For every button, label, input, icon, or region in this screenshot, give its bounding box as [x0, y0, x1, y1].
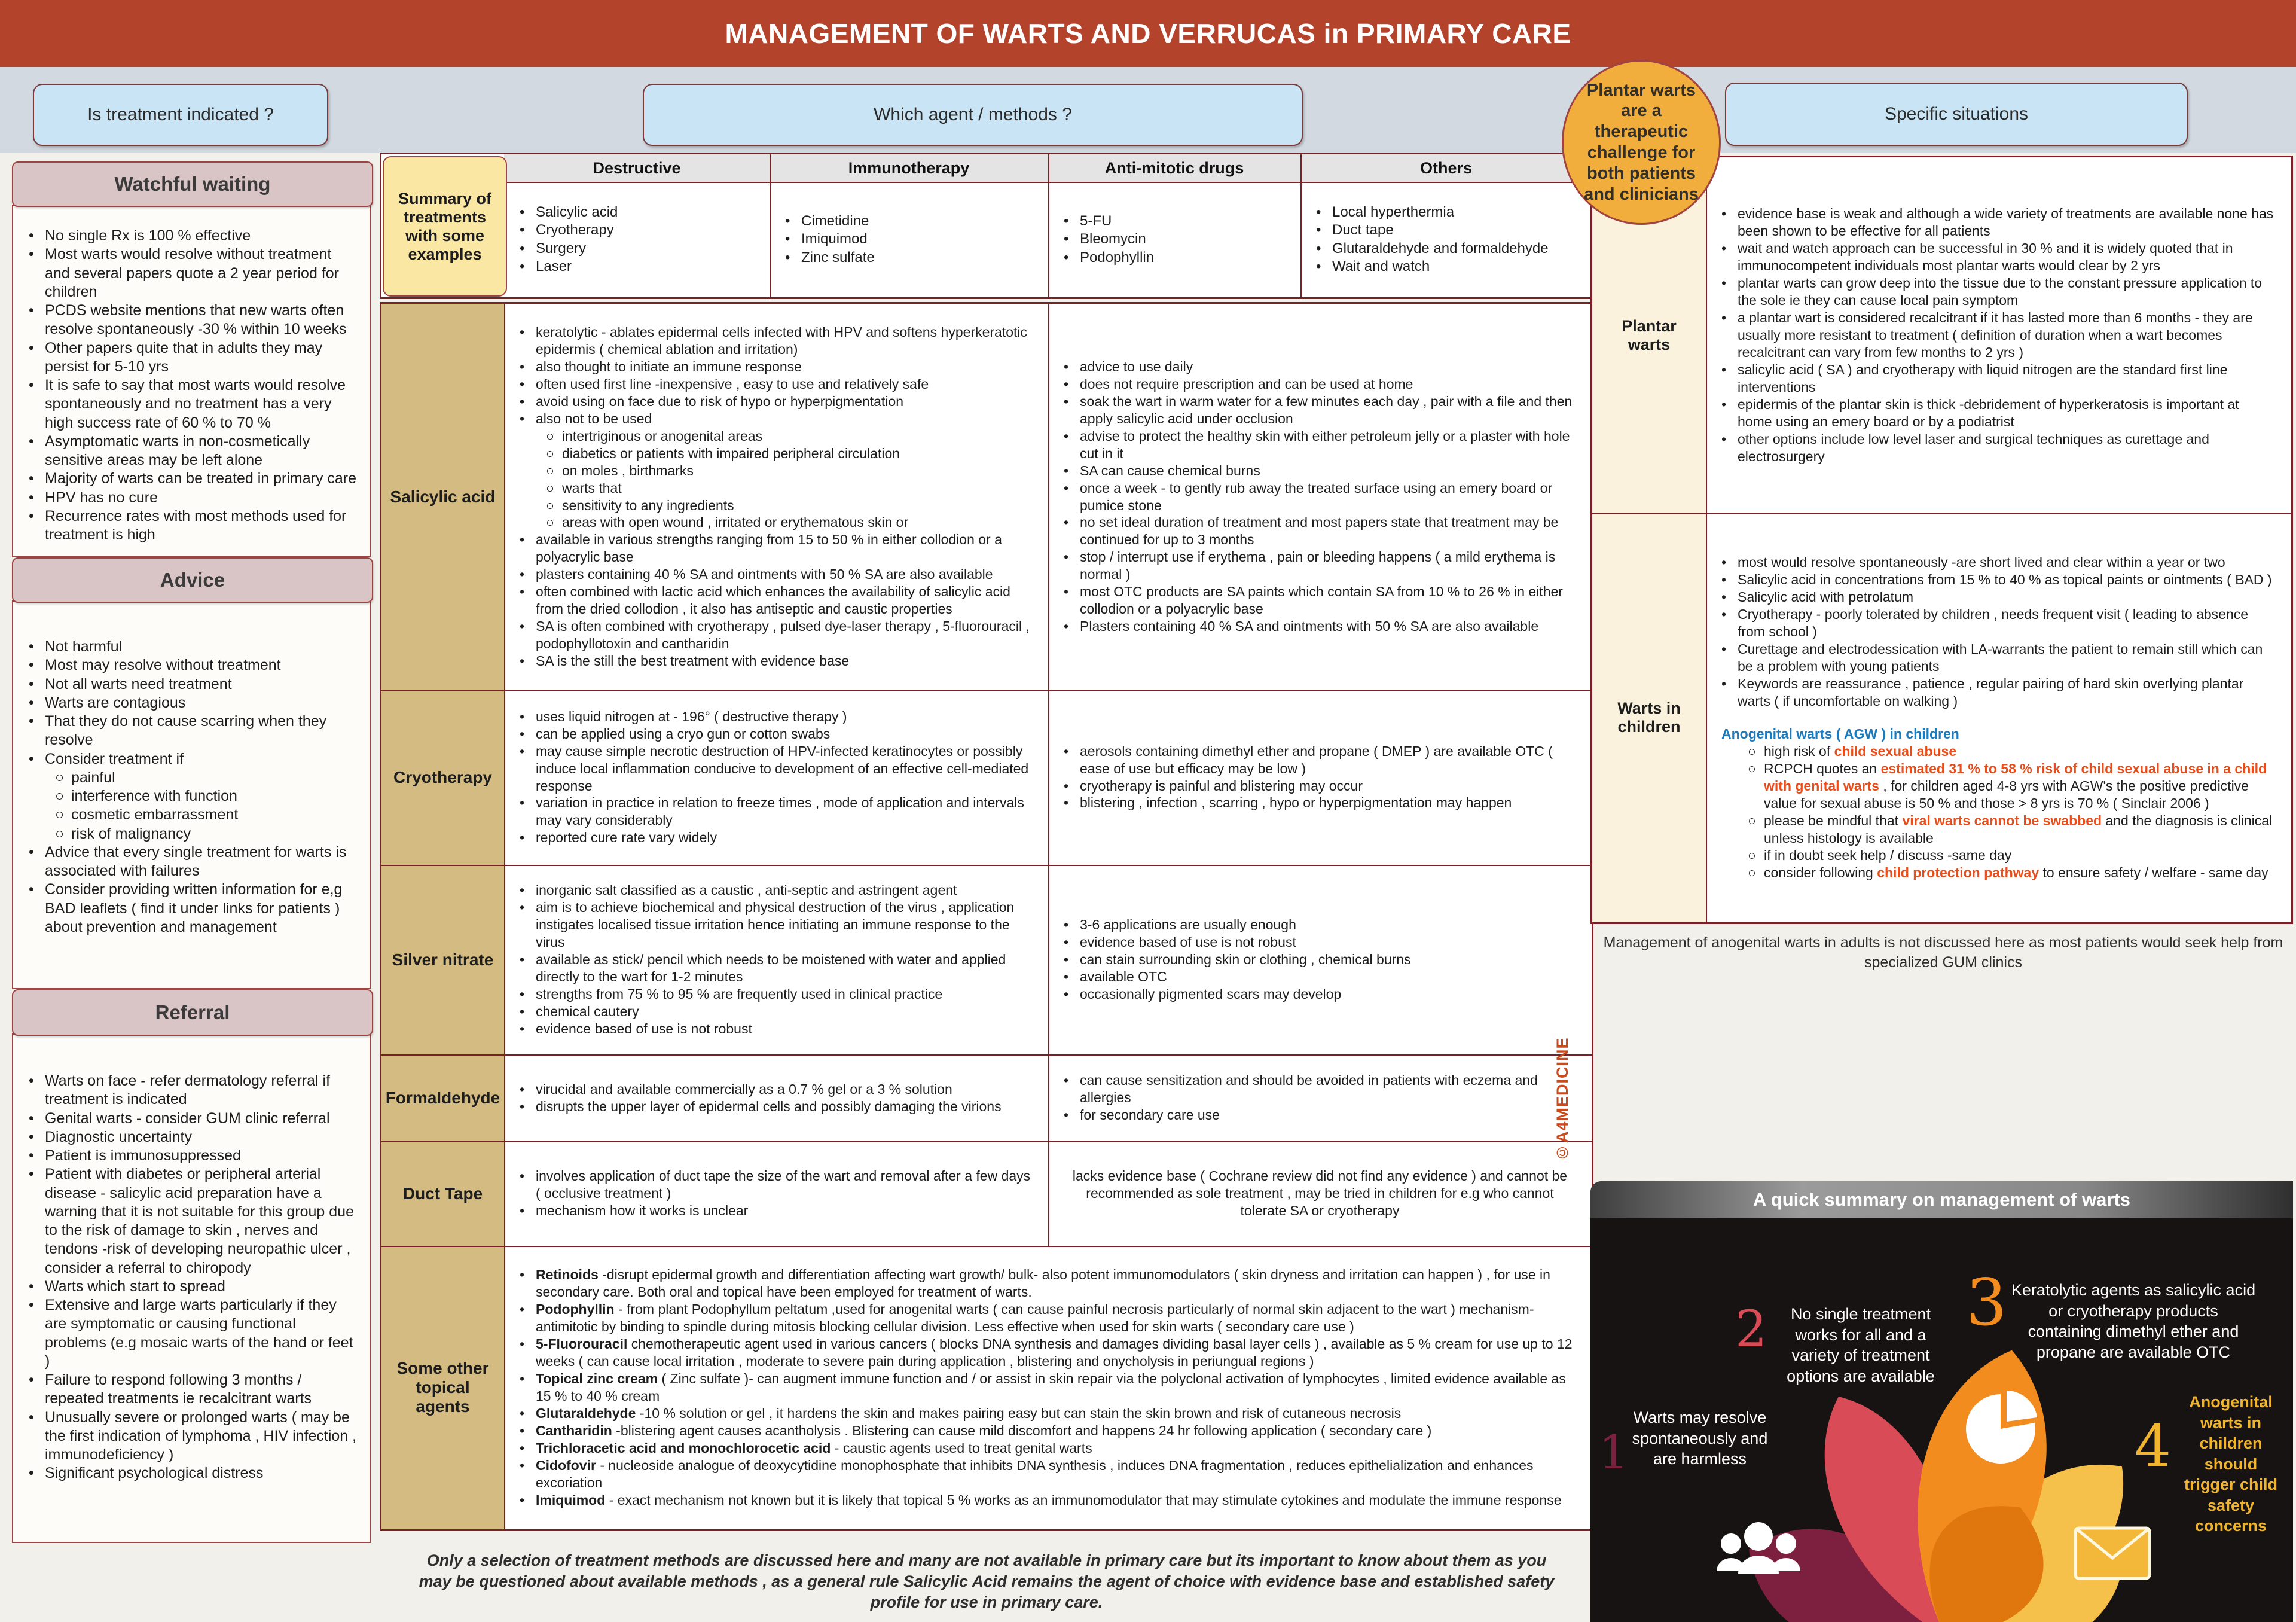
list-item: • involves application of duct tape the size of the wart and removal after a few days ( occlusive treatment ): [520, 1168, 1031, 1202]
list-item: • PCDS website mentions that new warts often resolve spontaneously -30 % within 10 weeks: [29, 302, 347, 338]
list-item: • most OTC products are SA paints which contain SA from 10 % to 26 % in either collodion or a polyacrylic base: [1064, 584, 1563, 617]
list-item: • Warts which start to spread: [29, 1278, 225, 1295]
question-label: Specific situations: [1884, 104, 2029, 124]
summary-others-list: [1300, 182, 1592, 297]
list-item: Anogenital warts ( AGW ) in children: [1721, 726, 1959, 742]
list-item: • Cimetidine: [785, 213, 869, 230]
people-icon: [1717, 1522, 1800, 1574]
list-item: • other options include low level laser and surgical techniques as curettage and electrosurgery: [1721, 431, 2209, 464]
list-item: ○ areas with open wound , irritated or erythematous skin or: [546, 514, 909, 530]
question-label: Is treatment indicated ?: [87, 105, 274, 124]
list-item: • Extensive and large warts particularly if they are symptomatic or causing functional problems (e.g mosaic warts of the hand or feet ): [29, 1297, 353, 1370]
list-item: • available in various strengths ranging from 15 to 50 % in either collodion or a polyacrylic base: [520, 532, 1002, 565]
section-title: Advice: [160, 569, 225, 591]
list-item: • a plantar wart is considered recalcitrant if it has lasted more than 6 months - they are usually more resistant to treatment ( definition of duration when a wart becomes recalcitrant can vary from few months to 2 yrs ): [1721, 310, 2253, 360]
list-item: • Salicylic acid: [520, 204, 618, 221]
list-item: • Failure to respond following 3 months / repeated treatments ie recalcitrant warts: [29, 1371, 312, 1407]
list-item: • variation in practice in relation to freeze times , mode of application and intervals may vary considerably: [520, 795, 1024, 828]
list-item: • disrupts the upper layer of epidermal cells and possibly damaging the virions: [520, 1098, 1002, 1114]
list-item: • also not to be used: [520, 410, 652, 426]
formaldehyde-usage: [1048, 1054, 1592, 1141]
column-header-others: Others: [1419, 158, 1473, 177]
list-item: • Curettage and electrodessication with LA-warrants the patient to remain still which can be a problem with young patients: [1721, 641, 2263, 674]
list-item: • Wait and watch: [1316, 258, 1430, 275]
list-item: • SA is often combined with cryotherapy , pulsed dye-laser therapy , 5-fluorouracil , podophyllotoxin and cantharidin: [520, 618, 1030, 652]
list-item: • Podophyllin: [1064, 249, 1155, 266]
list-item: • evidence based of use is not robust: [1064, 934, 1296, 950]
specific-situations-table: [1590, 156, 2293, 924]
list-item: • SA is the still the best treatment with evidence base: [520, 653, 850, 669]
item-number: 4: [2135, 1413, 2172, 1480]
list-item: • Cantharidin -blistering agent causes acantholysis . Blistering can cause mild discomfort and happens 24 hr following application ( secondary care ): [520, 1422, 1432, 1438]
section-header-referral: [12, 989, 373, 1036]
list-item: • Duct tape: [1316, 222, 1394, 239]
question-label: Which agent / methods ?: [874, 105, 1072, 124]
cryotherapy-usage: [1048, 690, 1592, 865]
section-body-advice: [12, 600, 371, 989]
list-item: • 5-FU: [1064, 213, 1112, 230]
advice-list: [13, 602, 370, 943]
summary-destructive-list: [504, 182, 770, 297]
list-item: • Warts on face - refer dermatology referral if treatment is indicated: [29, 1072, 331, 1108]
list-item: • aim is to achieve biochemical and physical destruction of the virus , application instigates localised tissue irritation hence initiating an immune response to the virus: [520, 900, 1015, 950]
duct-tape-evidence: [1048, 1141, 1592, 1246]
list-item: • Trichloracetic acid and monochlorocetic acid - caustic agents used to treat genital warts: [520, 1440, 1092, 1456]
list-item: • for secondary care use: [1064, 1106, 1220, 1123]
list-item: • epidermis of the plantar skin is thick -debridement of hyperkeratosis is important at home using an emery board or by a podiatrist: [1721, 396, 2239, 429]
list-item: ○ interference with function: [55, 788, 237, 804]
infographic-title-bar: [1590, 1181, 2293, 1218]
list-item: • advise to protect the healthy skin with either petroleum jelly or a plaster with hole cut in it: [1064, 428, 1570, 461]
list-item: • inorganic salt classified as a caustic , anti-septic and astringent agent: [520, 882, 957, 898]
list-item: • Diagnostic uncertainty: [29, 1128, 192, 1145]
list-item: ○ on moles , birthmarks: [546, 462, 694, 478]
a4medicine-watermark: ©A4MEDICINE: [1553, 1037, 1571, 1161]
list-item: • aerosols containing dimethyl ether and propane ( DMEP ) are available OTC ( ease of use but efficacy may be low ): [1064, 743, 1553, 776]
footer-note: Only a selection of treatment methods are discussed here and many are not available in primary care but its important to know about them as you may be questioned about available methods , as a general rule Salicylic Acid remains the agent of choice with evidence base and established safety profile for use in primary care.: [419, 1551, 1555, 1612]
list-item: • It is safe to say that most warts would resolve spontaneously and no treatment has a very high success rate of 60 % to 70 %: [29, 377, 346, 431]
row-label-duct-tape: Duct Tape: [402, 1184, 483, 1203]
list-item: • Majority of warts can be treated in primary care: [29, 470, 357, 487]
list-item: • strengths from 75 % to 95 % are frequently used in clinical practice: [520, 986, 943, 1002]
list-item: • Other papers quite that in adults they may persist for 5-10 yrs: [29, 339, 323, 375]
list-item: • 5-Fluorouracil chemotherapeutic agent used in various cancers ( blocks DNA synthesis and damages dividing basal layer cells ) , available as 5 % cream for use up to 12 weeks ( can cause local irritation , moderate to severe pain during application , blistering and onycholysis in periungual regions ): [520, 1336, 1573, 1370]
section-header-watchful-waiting: [12, 161, 373, 207]
list-item: • Glutaraldehyde -10 % solution or gel , it hardens the skin and makes pairing easy but can stain the skin brown and risk of cutaneous necrosis: [520, 1405, 1402, 1421]
list-item: ○ if in doubt seek help / discuss -same day: [1748, 847, 2012, 863]
list-item: • reported cure rate vary widely: [520, 830, 717, 846]
section-title: Referral: [155, 1001, 230, 1023]
silver-nitrate-details: [504, 865, 1048, 1054]
duct-tape-details: [504, 1141, 1048, 1246]
list-item: • can cause sensitization and should be avoided in patients with eczema and allergies: [1064, 1072, 1538, 1106]
cryotherapy-details: [504, 690, 1048, 865]
row-label-salicylic-acid: Salicylic acid: [390, 487, 496, 506]
list-item: • can stain surrounding skin or clothing , chemical burns: [1064, 952, 1411, 968]
section-body-referral: [12, 1033, 371, 1543]
plantar-warts-details: [1706, 157, 2291, 513]
column-header-antimitotic: Anti-mitotic drugs: [1104, 158, 1244, 177]
list-item: • does not require prescription and can be used at home: [1064, 376, 1413, 392]
list-item: • no set ideal duration of treatment and most papers state that treatment may be continued for up to 3 months: [1064, 514, 1559, 548]
list-item: • Consider providing written information for e,g BAD leaflets ( find it under links for patients ) about prevention and management: [29, 881, 343, 935]
list-item: • Asymptomatic warts in non-cosmetically sensitive areas may be left alone: [29, 432, 310, 468]
list-item: • cryotherapy is painful and blistering may occur: [1064, 778, 1363, 794]
infographic-title: A quick summary on management of warts: [1752, 1189, 2131, 1210]
list-item: • Cryotherapy: [520, 222, 614, 239]
silver-nitrate-usage: [1048, 865, 1592, 1054]
list-item: • Plasters containing 40 % SA and ointments with 50 % SA are also available: [1064, 618, 1539, 635]
column-header-destructive: Destructive: [593, 158, 681, 177]
list-item: ○ consider following child protection pathway to ensure safety / welfare - same day: [1748, 864, 2268, 880]
list-item: • Genital warts - consider GUM clinic referral: [29, 1109, 330, 1127]
list-item: • evidence based of use is not robust: [520, 1020, 752, 1036]
item-number: 3: [1966, 1266, 2007, 1340]
list-item: • uses liquid nitrogen at - 196° ( destructive therapy ): [520, 708, 847, 724]
list-item: • Salicylic acid with petrolatum: [1721, 589, 1914, 605]
list-item: ○ risk of malignancy: [55, 825, 191, 842]
list-item: • Imiquimod - exact mechanism not known but it is likely that topical 5 % works as an immunomodulator that may stimulate cytokines and modulate the immune response: [520, 1492, 1562, 1508]
list-item: • once a week - to gently rub away the treated surface using an emery board or pumice stone: [1064, 480, 1553, 513]
list-item: • often used first line -inexpensive , easy to use and relatively safe: [520, 376, 929, 392]
item-text: Keratolytic agents as salicylic acid or cryotherapy products containing dimethyl ether and propane are available OTC: [2011, 1281, 2256, 1361]
envelope-icon: [2075, 1528, 2150, 1578]
list-item: • Significant psychological distress: [29, 1465, 264, 1482]
list-item: • Warts are contagious: [29, 694, 186, 711]
list-item: [1721, 710, 2276, 725]
list-item: • occasionally pigmented scars may develop: [1064, 986, 1342, 1002]
list-item: • Podophyllin - from plant Podophyllum peltatum ,used for anogenital warts ( can cause painful necrosis particularly of normal skin adjacent to the wart ) mechanism- antimitotic by binding to spindle during mitosis blocking cellular division. Less effective when used for skin warts ( secondary care use ): [520, 1301, 1534, 1335]
list-item: • Cidofovir - nucleoside analogue of deoxycytidine monophosphate that inhibits DNA synthesis , induces DNA fragmentation , reduces epithelialization and enhances excoriation: [520, 1457, 1534, 1490]
summary-row-label: Summary of treatments with some examples: [383, 156, 507, 297]
list-item: • chemical cautery: [520, 1003, 639, 1019]
list-item: ○ warts that: [546, 480, 622, 496]
list-item: • Patient with diabetes or peripheral arterial disease - salicylic acid preparation have a warning that it is not suitable for this group due to the risk of damage to skin , nerves and tendons -risk of developing neuropathic ulcer , consider a referral to chiropody: [29, 1166, 354, 1276]
section-header-advice: [12, 557, 373, 603]
list-item: • plasters containing 40 % SA and ointments with 50 % SA are also available: [520, 566, 993, 583]
list-item: • salicylic acid ( SA ) and cryotherapy with liquid nitrogen are the standard first line interventions: [1721, 361, 2228, 395]
list-item: • Local hyperthermia: [1316, 204, 1455, 221]
list-item: • No single Rx is 100 % effective: [29, 227, 251, 244]
item-text: Anogenital warts in children should trigger child safety concerns: [2184, 1393, 2277, 1535]
referral-list: [13, 1035, 370, 1489]
list-item: lacks evidence base ( Cochrane review did not find any evidence ) and cannot be recommended as sole treatment , may be tried in children for e.g who cannot tolerate SA or cryotherapy: [1072, 1168, 1568, 1218]
list-item: • Recurrence rates with most methods used for treatment is high: [29, 507, 347, 543]
list-item: • Glutaraldehyde and formaldehyde: [1316, 240, 1549, 257]
watchful-waiting-list: [13, 206, 370, 550]
list-item: ○ high risk of child sexual abuse: [1748, 743, 1957, 760]
list-item: • Keywords are reassurance , patience , regular pairing of hard skin overlying plantar warts ( if uncomfortable on walking ): [1721, 675, 2244, 709]
list-item: • stop / interrupt use if erythema , pain or bleeding happens ( a mild erythema is normal ): [1064, 549, 1556, 583]
list-item: • Retinoids -disrupt epidermal growth and differentiation affecting wart growth/ bulk- also potent immunomodulators ( skin dryness and irritation can happen ) , for use in secondary care. Both oral and topical have been employed for treatment of warts.: [520, 1267, 1550, 1300]
list-item: • blistering , infection , scarring , hypo or hyperpigmentation may happen: [1064, 795, 1512, 811]
list-item: • Not all warts need treatment: [29, 675, 232, 693]
list-item: • most would resolve spontaneously -are short lived and clear within a year or two: [1721, 554, 2225, 571]
list-item: • Surgery: [520, 240, 587, 257]
list-item: • may cause simple necrotic destruction of HPV-infected keratinocytes or possibly induce local inflammation conducive to development of an effective cell-mediated response: [520, 743, 1029, 794]
salicylic-acid-details: [504, 304, 1048, 690]
item-number: 2: [1735, 1300, 1767, 1358]
header-bar: [0, 0, 2296, 67]
list-item: • 3-6 applications are usually enough: [1064, 917, 1296, 933]
list-item: • Most may resolve without treatment: [29, 657, 281, 674]
item-text: Warts may resolve spontaneously and are harmless: [1632, 1408, 1768, 1468]
section-body-watchful-waiting: [12, 205, 371, 557]
list-item: • Bleomycin: [1064, 231, 1146, 248]
list-item: • keratolytic - ablates epidermal cells infected with HPV and softens hyperkeratotic epidermis ( chemical ablation and irritation): [520, 324, 1028, 357]
other-topical-agents-list: [504, 1246, 1592, 1529]
list-item: ○ sensitivity to any ingredients: [546, 497, 734, 513]
list-item: • Imiquimod: [785, 231, 868, 248]
list-item: • also thought to initiate an immune response: [520, 358, 802, 374]
section-title: Watchful waiting: [114, 173, 271, 195]
list-item: • Salicylic acid in concentrations from 15 % to 40 % as topical paints or ointments ( BAD ): [1721, 572, 2272, 588]
gum-clinics-note: Management of anogenital warts in adults is not discussed here as most patients would seek help from specialized GUM clinics: [1603, 934, 2283, 971]
question-box-which-agent: [643, 84, 1303, 146]
list-item: • mechanism how it works is unclear: [520, 1202, 749, 1218]
list-item: • Laser: [520, 258, 572, 275]
quick-summary-infographic: [1590, 1181, 2293, 1622]
plantar-warts-callout-circle: Plantar warts are a therapeutic challenge for both patients and clinicians: [1562, 60, 1721, 225]
row-label-formaldehyde: Formaldehyde: [385, 1088, 500, 1107]
row-label-other-topical-agents: Some other topical agents: [396, 1359, 489, 1416]
list-item: • Advice that every single treatment for warts is associated with failures: [29, 843, 347, 879]
list-item: • HPV has no cure: [29, 489, 158, 506]
list-item: • Not harmful: [29, 638, 123, 655]
row-label-plantar-warts: Plantar warts: [1622, 316, 1677, 353]
list-item: • Unusually severe or prolonged warts ( may be the first indication of lymphoma , HIV infection , immunodeficiency ): [29, 1408, 357, 1463]
row-label-cryotherapy: Cryotherapy: [393, 767, 492, 786]
summary-immunotherapy-list: [770, 182, 1048, 297]
warts-in-children-details: [1706, 513, 2291, 922]
list-item: • Zinc sulfate: [785, 249, 875, 266]
list-item: • evidence base is weak and although a wide variety of treatments are available none has been shown to be effective for all patients: [1721, 206, 2274, 239]
page-title: MANAGEMENT OF WARTS AND VERRUCAS in PRIMARY CARE: [725, 18, 1571, 49]
list-item: • SA can cause chemical burns: [1064, 462, 1260, 478]
list-item: • Most warts would resolve without treatment and several papers quote a 2 year period for children: [29, 246, 339, 300]
list-item: • plantar warts can grow deep into the tissue due to the constant pressure application to the sole ie they can cause local pain symptom: [1721, 275, 2263, 309]
list-item: • virucidal and available commercially as a 0.7 % gel or a 3 % solution: [520, 1081, 952, 1097]
question-box-specific-situations: [1725, 83, 2188, 146]
list-item: • available as stick/ pencil which needs to be moistened with water and applied directly to the wart for 1-2 minutes: [520, 952, 1006, 984]
list-item: ○ RCPCH quotes an estimated 31 % to 58 % risk of child sexual abuse in a child with genital warts , for children aged 4-8 yrs with AGW's the positive predictive value for sexual abuse is 50 % and those > 8 yrs is 70 % ( Sinclair 2006 ): [1748, 761, 2267, 812]
list-item: • advice to use daily: [1064, 358, 1193, 374]
list-item: • wait and watch approach can be successful in 30 % and it is widely quoted that in immunocompetent individuals most plantar warts would clear by 2 yrs: [1721, 240, 2233, 274]
list-item: • That they do not cause scarring when they resolve: [29, 713, 327, 749]
list-item: ○ painful: [55, 769, 115, 786]
salicylic-acid-usage: [1048, 304, 1592, 690]
list-item: ○ intertriginous or anogenital areas: [546, 428, 762, 444]
list-item: • Consider treatment if: [29, 750, 184, 767]
summary-table: [380, 153, 1593, 299]
list-item: • can be applied using a cryo gun or cotton swabs: [520, 725, 831, 742]
list-item: • Patient is immunosuppressed: [29, 1147, 241, 1164]
summary-antimitotic-list: [1048, 182, 1300, 297]
list-item: • Topical zinc cream ( Zinc sulfate )- can augment immune function and / or assist in skin repair via the polyclonal activation of lymphocytes , limited evidence available as 15 % to 40 % cream: [520, 1371, 1566, 1404]
list-item: • available OTC: [1064, 968, 1167, 984]
item-text: No single treatment works for all and a variety of treatment options are available: [1787, 1305, 1935, 1385]
list-item: • soak the wart in warm water for a few minutes each day , pair with a file and then apply salicylic acid under occlusion: [1064, 393, 1573, 426]
row-label-silver-nitrate: Silver nitrate: [392, 950, 494, 969]
list-item: ○ cosmetic embarrassment: [55, 806, 239, 824]
column-header-immunotherapy: Immunotherapy: [848, 158, 970, 177]
question-box-treatment-indicated: [33, 84, 328, 146]
list-item: ○ please be mindful that viral warts cannot be swabbed and the diagnosis is clinical unless histology is available: [1748, 813, 2273, 846]
agents-table: [380, 302, 1593, 1531]
list-item: • Cryotherapy - poorly tolerated by children , needs frequent visit ( leading to absence from school ): [1721, 606, 2249, 639]
formaldehyde-details: [504, 1054, 1048, 1141]
item-number: 1: [1599, 1426, 1629, 1480]
list-item: • avoid using on face due to risk of hypo or hyperpigmentation: [520, 393, 903, 409]
list-item: ○ diabetics or patients with impaired peripheral circulation: [546, 445, 900, 461]
row-label-warts-in-children: Warts in children: [1617, 699, 1681, 736]
list-item: • often combined with lactic acid which enhances the availability of salicylic acid from the dried collodion , it also has antiseptic and caustic properties: [520, 584, 1010, 617]
